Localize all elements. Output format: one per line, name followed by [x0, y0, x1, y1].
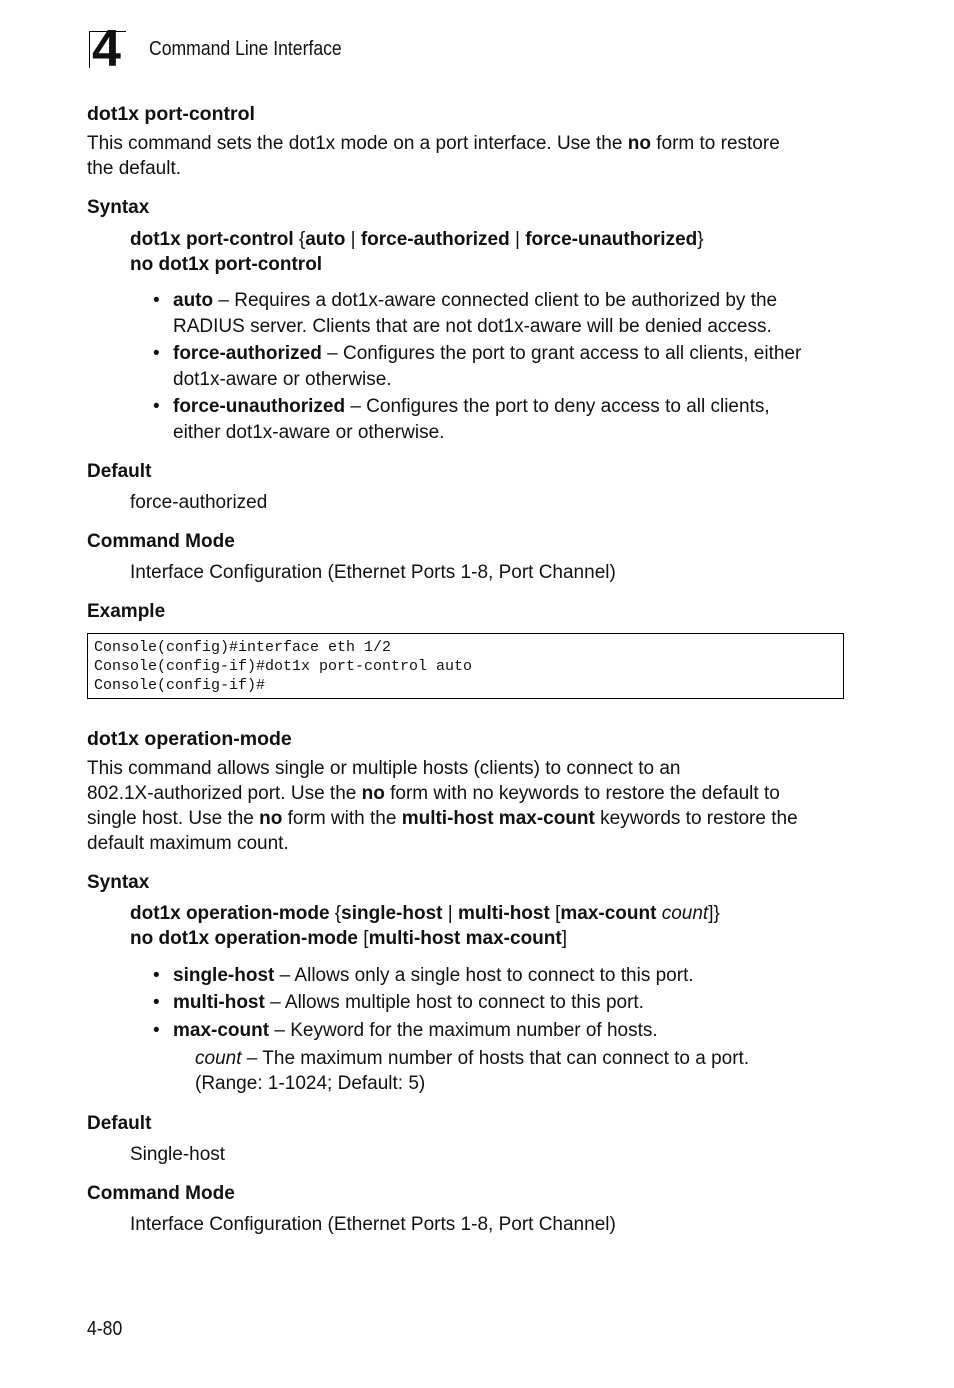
code-line: Console(config-if)# — [94, 677, 266, 694]
syntax-line — [130, 901, 720, 926]
syntax-option: multi-host max-count — [368, 928, 562, 949]
bullet-text: either dot1x-aware or otherwise. — [173, 422, 445, 443]
bullet-marker: • — [153, 1020, 160, 1041]
default-heading: Default — [87, 1113, 152, 1134]
bullet-term: single-host — [173, 965, 275, 986]
sub-item — [195, 1046, 749, 1096]
syntax-option: max-count — [560, 903, 657, 924]
sub-text: – The maximum number of hosts that can connect to a port. — [241, 1048, 750, 1069]
syntax-separator: | — [345, 229, 361, 250]
section-title-port-control: dot1x port-control — [87, 103, 255, 125]
bullet-text: – Allows only a single host to connect to this port. — [274, 965, 694, 986]
desc-bold: no — [361, 783, 385, 804]
list-item — [173, 990, 863, 1016]
syntax-line — [130, 227, 704, 252]
desc-text: form to restore — [650, 133, 780, 154]
bullet-text: – Allows multiple host to connect to this port. — [264, 992, 644, 1013]
syntax-line — [130, 252, 322, 277]
syntax-cmd: dot1x operation-mode — [130, 903, 330, 924]
desc-bold: no — [259, 808, 283, 829]
syntax-option: force-authorized — [360, 229, 510, 250]
syntax-cmd: dot1x port-control — [130, 229, 294, 250]
code-example-box — [87, 633, 844, 699]
syntax-heading: Syntax — [87, 872, 150, 893]
sub-term: count — [195, 1048, 242, 1069]
list-item — [173, 288, 863, 340]
chapter-title: Command Line Interface — [149, 38, 342, 60]
syntax-line — [130, 926, 567, 951]
bullet-text: – Configures the port to grant access to all clients, either — [321, 343, 802, 364]
desc-text: 802.1X-authorized port. Use the — [87, 783, 362, 804]
desc-text: This command allows single or multiple hosts (clients) to connect to an — [87, 758, 681, 779]
default-value: force-authorized — [130, 492, 268, 513]
bullet-text: – Keyword for the maximum number of hosts. — [269, 1020, 658, 1041]
bullet-term: multi-host — [173, 992, 265, 1013]
default-value: Single-host — [130, 1144, 226, 1165]
syntax-option: multi-host — [457, 903, 550, 924]
bullet-text: – Configures the port to deny access to all clients, — [345, 396, 770, 417]
default-heading: Default — [87, 461, 152, 482]
section2-description — [87, 756, 798, 856]
code-line: Console(config-if)#dot1x port-control auto — [94, 658, 473, 675]
bullet-marker: • — [153, 396, 160, 417]
syntax-separator: | — [442, 903, 458, 924]
syntax-brace: { — [293, 229, 306, 250]
desc-text: This command sets the dot1x mode on a port interface. Use the — [87, 133, 628, 154]
syntax-cmd: no dot1x port-control — [130, 254, 323, 275]
syntax-bracket: [ — [358, 928, 369, 949]
syntax-option: force-unauthorized — [525, 229, 698, 250]
sub-text: (Range: 1-1024; Default: 5) — [195, 1073, 426, 1094]
list-item — [173, 1018, 863, 1044]
syntax-bracket: [ — [549, 903, 561, 924]
bullet-marker: • — [153, 992, 160, 1013]
page-number: 4-80 — [87, 1318, 123, 1340]
desc-text: single host. Use the — [87, 808, 260, 829]
bullet-text: RADIUS server. Clients that are not dot1x-aware will be denied access. — [173, 316, 772, 337]
syntax-bracket: ]} — [708, 903, 720, 924]
syntax-separator: | — [509, 229, 526, 250]
desc-bold: no — [627, 133, 651, 154]
desc-text: form with the — [282, 808, 402, 829]
bullet-term: force-unauthorized — [173, 396, 346, 417]
section1-description — [87, 131, 780, 181]
syntax-cmd: no dot1x operation-mode — [130, 928, 358, 949]
chapter-number-box — [89, 20, 129, 78]
desc-text: the default. — [87, 158, 182, 179]
bullet-term: auto — [173, 290, 214, 311]
syntax-option: single-host — [341, 903, 443, 924]
command-mode-heading: Command Mode — [87, 531, 235, 552]
syntax-option: auto — [305, 229, 346, 250]
desc-bold: multi-host max-count — [401, 808, 595, 829]
bullet-text: dot1x-aware or otherwise. — [173, 369, 392, 390]
syntax-brace: } — [697, 229, 704, 250]
bullet-marker: • — [153, 343, 160, 364]
command-mode-value: Interface Configuration (Ethernet Ports 1-8, Port Channel) — [130, 1214, 616, 1235]
chapter-number: 4 — [92, 20, 121, 78]
bullet-marker: • — [153, 290, 160, 311]
syntax-brace: { — [329, 903, 342, 924]
syntax-heading: Syntax — [87, 197, 150, 218]
syntax-bracket: ] — [561, 928, 568, 949]
bullet-text: – Requires a dot1x-aware connected client to be authorized by the — [213, 290, 778, 311]
example-heading: Example — [87, 601, 166, 622]
desc-text: default maximum count. — [87, 833, 289, 854]
list-item — [173, 341, 863, 393]
bullet-term: force-authorized — [173, 343, 322, 364]
bullet-term: max-count — [173, 1020, 270, 1041]
list-item — [173, 394, 863, 446]
section-title-operation-mode: dot1x operation-mode — [87, 728, 292, 750]
command-mode-value: Interface Configuration (Ethernet Ports 1-8, Port Channel) — [130, 562, 616, 583]
code-line: Console(config)#interface eth 1/2 — [94, 639, 392, 656]
bullet-marker: • — [153, 965, 160, 986]
desc-text: form with no keywords to restore the default to — [384, 783, 780, 804]
list-item — [173, 963, 863, 989]
desc-text: keywords to restore the — [594, 808, 798, 829]
command-mode-heading: Command Mode — [87, 1183, 235, 1204]
syntax-argument: count — [656, 903, 709, 924]
